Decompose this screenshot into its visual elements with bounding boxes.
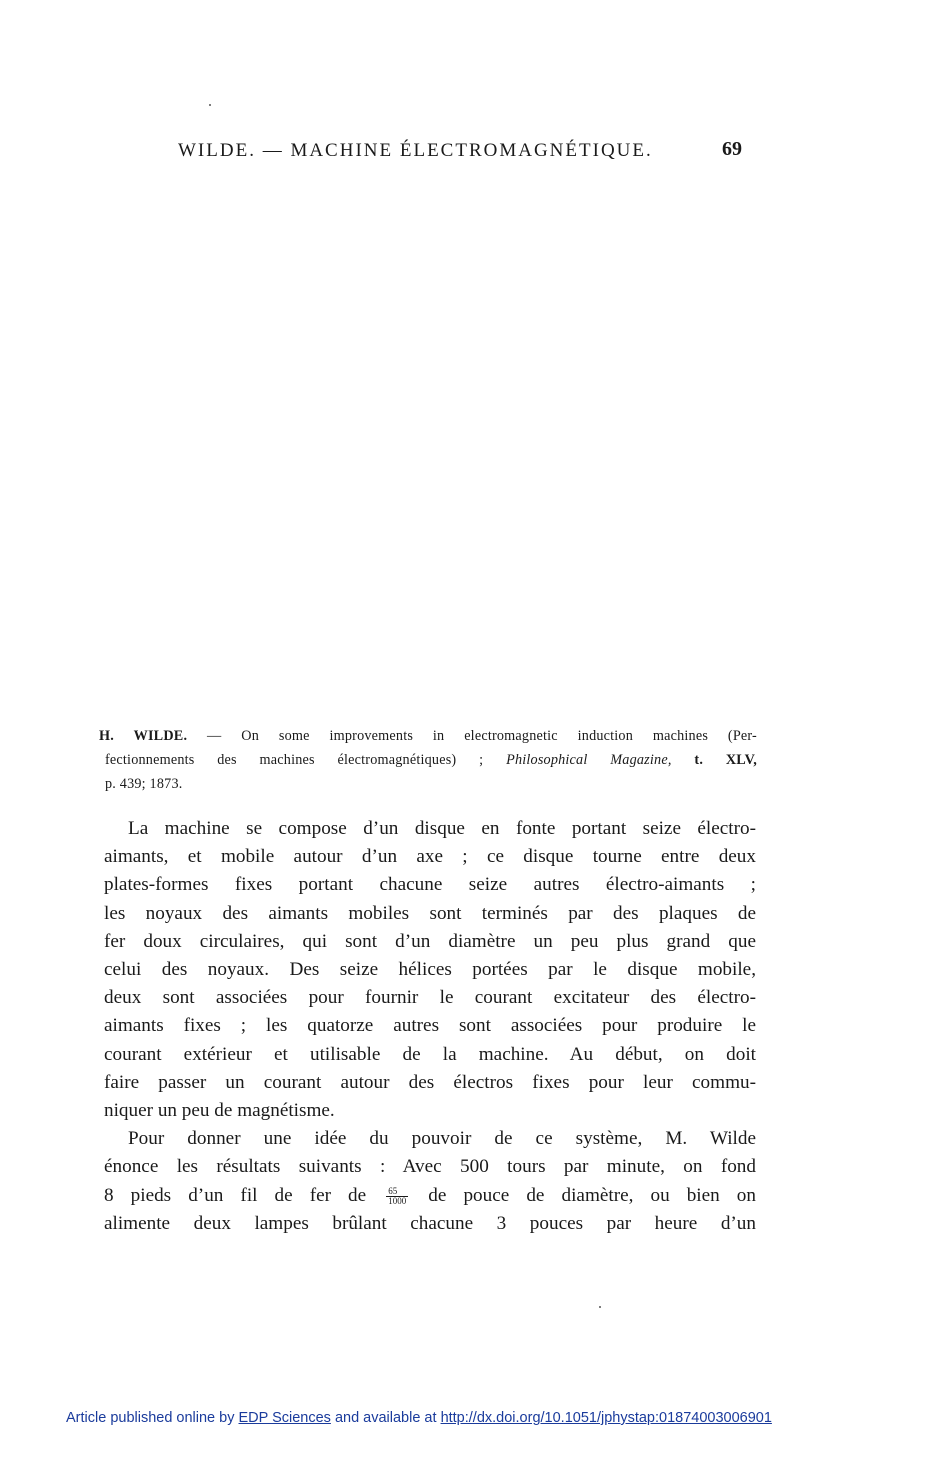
text-line: alimente deux lampes brûlant chacune 3 pouces par heure d’un	[104, 1212, 756, 1234]
publication-footer	[66, 1410, 772, 1426]
reference-title-a: On some improvements in electromagnetic induction machines (Per-	[241, 728, 757, 744]
text-line: fer doux circulaires, qui sont d’un diamètre un peu plus grand que	[104, 930, 756, 952]
paragraph-2	[104, 1125, 756, 1238]
reference-pages: p. 439; 1873.	[105, 776, 183, 792]
bibliographic-reference	[99, 724, 757, 796]
text-line: faire passer un courant autour des électros fixes pour leur commu-	[104, 1071, 756, 1093]
text-segment: de pouce de diamètre, ou bien on	[428, 1184, 756, 1206]
text-line: celui des noyaux. Des seize hélices portées par le disque mobile,	[104, 959, 756, 981]
reference-volume: t. XLV,	[694, 752, 758, 768]
text-line: deux sont associées pour fournir le courant excitateur des électro-	[104, 987, 756, 1009]
reference-title-b: fectionnements des machines électromagnétiques) ;	[105, 752, 484, 768]
running-title: WILDE. — MACHINE ÉLECTROMAGNÉTIQUE.	[178, 140, 653, 161]
text-segment: 8 pieds d’un fil de fer de	[104, 1184, 367, 1206]
reference-separator: —	[187, 728, 242, 744]
reference-line-2	[99, 748, 757, 772]
fraction-denominator: 1000	[388, 1195, 407, 1206]
speck-mark	[209, 104, 211, 106]
text-line: aimants fixes ; les quatorze autres sont associées pour produire le	[104, 1015, 756, 1037]
text-line: aimants, et mobile autour d’un axe ; ce disque tourne entre deux	[104, 846, 756, 868]
page-number: 69	[722, 138, 742, 160]
reference-line-1	[99, 724, 757, 748]
doi-link[interactable]: http://dx.doi.org/10.1051/jphystap:01874003006901	[440, 1410, 772, 1426]
body-text	[104, 815, 756, 1238]
publisher-link[interactable]: EDP Sciences	[238, 1410, 331, 1426]
text-line: les noyaux des aimants mobiles sont terminés par des plaques de	[104, 902, 756, 924]
speck-mark	[599, 1306, 601, 1308]
text-line: plates-formes fixes portant chacune seize autres électro-aimants ;	[104, 874, 756, 896]
text-line: niquer un peu de magnétisme.	[104, 1100, 335, 1122]
text-line: La machine se compose d’un disque en fonte portant seize électro-	[128, 818, 756, 839]
reference-journal: Philosophical Magazine,	[506, 752, 672, 768]
text-line: courant extérieur et utilisable de la machine. Au début, on doit	[104, 1043, 756, 1065]
footer-middle: and available at	[330, 1410, 441, 1426]
text-line: Pour donner une idée du pouvoir de ce système, M. Wilde	[128, 1128, 756, 1150]
reference-author: H. WILDE.	[99, 728, 188, 744]
paragraph-1	[104, 815, 756, 1125]
fraction	[386, 1187, 408, 1206]
fraction-numerator: 65	[386, 1187, 408, 1197]
text-line: énonce les résultats suivants : Avec 500 tours par minute, on fond	[104, 1156, 756, 1178]
text-line-with-fraction	[104, 1182, 756, 1210]
footer-prefix: Article published online by	[66, 1410, 239, 1426]
